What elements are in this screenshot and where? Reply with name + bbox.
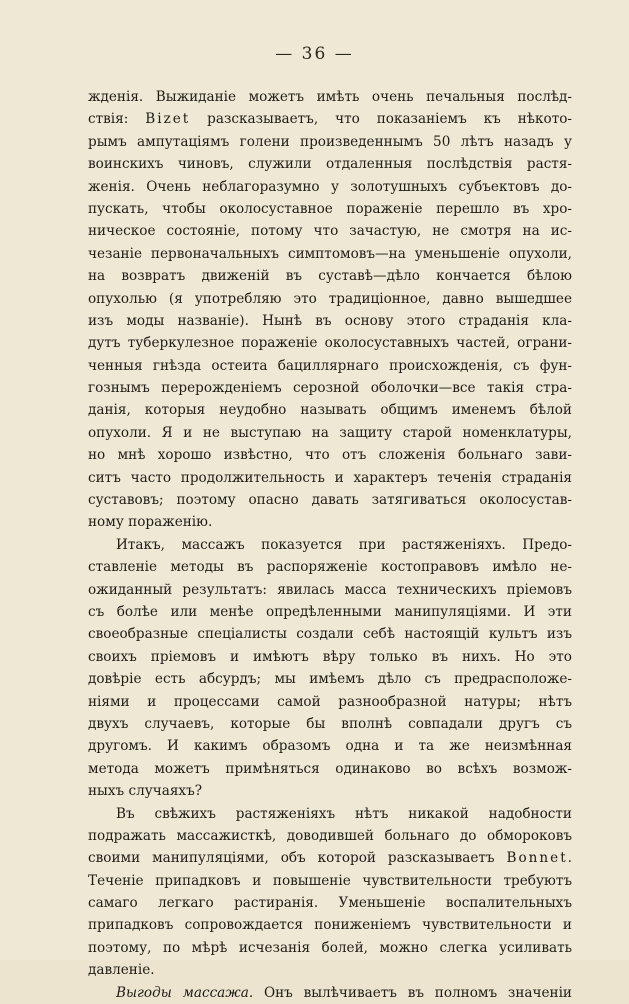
text-line: суставовъ; поэтому опасно давать затягиваться околосустав- bbox=[88, 492, 572, 509]
text-line: чезаніе первоначальныхъ симптомовъ—на уменьшеніе опухоли, bbox=[88, 245, 572, 262]
author-name: Bizet bbox=[145, 111, 191, 128]
text-line: своими манипуляціями, объ которой разсказываетъ Bonnet. bbox=[88, 850, 572, 867]
text-line: изъ моды названіе). Нынѣ въ основу этого страданія кла- bbox=[88, 312, 572, 329]
page-number: — 36 — bbox=[275, 44, 354, 64]
text-line: ченныя гнѣзда остеита бациллярнаго происхожденія, съ фун- bbox=[88, 357, 572, 374]
text-line: самаго легкаго растиранія. Уменьшеніе воспалительныхъ bbox=[88, 895, 572, 912]
text-line: двухъ случаевъ, которые бы вполнѣ совпадали другъ съ bbox=[88, 715, 572, 732]
text-line: рымъ ампутаціямъ голени произведеннымъ 50 лѣтъ назадъ у bbox=[88, 133, 572, 150]
text-line: ному пораженію. bbox=[88, 514, 213, 531]
text-line: Въ свѣжихъ растяженіяхъ нѣтъ никакой надобности bbox=[116, 805, 572, 822]
text-line: съ болѣе или менѣе опредѣленными манипуляціями. И эти bbox=[88, 603, 572, 620]
text-line: женія. Очень неблагоразумно у золотушныхъ субъектовъ до- bbox=[88, 178, 572, 195]
text-line: подражать массажисткѣ, доводившей больнаго до обмороковъ bbox=[88, 827, 572, 844]
text-line: Выгоды массажа. Онъ вылѣчиваетъ въ полномъ значеніи bbox=[116, 984, 572, 1001]
text-line: ныхъ случаяхъ? bbox=[88, 783, 203, 800]
text-line: на возвратъ движеній въ суставѣ—дѣло кончается бѣлою bbox=[88, 268, 572, 285]
text-line: припадковъ сопровождается пониженіемъ чувствительности и bbox=[88, 917, 572, 934]
text-line: поэтому, по мѣрѣ исчезанія болей, можно слегка усиливать bbox=[88, 939, 572, 956]
text-line: ситъ часто продолжительность и характеръ теченія страданія bbox=[88, 469, 572, 486]
text-line: другомъ. И какимъ образомъ одна и та же неизмѣнная bbox=[88, 738, 572, 755]
text-line: данія, которыя неудобно называть общимъ именемъ бѣлой bbox=[88, 402, 572, 419]
text-line: но мнѣ хорошо извѣстно, что отъ сложенія больнаго зави- bbox=[88, 447, 572, 464]
text-line: ніями и процессами самой разнообразной натуры; нѣтъ bbox=[88, 693, 572, 710]
text-line: опухоли. Я и не выступаю на защиту старой номенклатуры, bbox=[88, 424, 572, 441]
author-name: Bonnet bbox=[506, 850, 568, 867]
text-line: Итакъ, массажъ показуется при растяженіяхъ. Предо- bbox=[116, 536, 572, 553]
text-line: своихъ пріемовъ и имѣютъ вѣру только въ нихъ. Но это bbox=[88, 648, 572, 665]
section-heading: Выгоды массажа. bbox=[116, 984, 254, 1001]
text-line: ствія: Bizet разсказываетъ, что показаніемъ къ нѣкото- bbox=[88, 111, 572, 128]
text-line: ставленіе методы въ распоряженіе костоправовъ имѣло не- bbox=[88, 559, 572, 576]
text-line: пускать, чтобы околосуставное пораженіе перешло въ хро- bbox=[88, 200, 572, 217]
text-line: метода можетъ примѣняться одинаково во всѣхъ возмож- bbox=[88, 760, 572, 777]
text-line: жденія. Выжиданіе можетъ имѣть очень печальныя послѣд- bbox=[88, 89, 572, 105]
text-line: гознымъ перерожденіемъ серозной оболочки—все такія стра- bbox=[88, 380, 572, 397]
text-line: давленіе. bbox=[88, 962, 155, 979]
text-line: своеобразные спеціалисты создали себѣ настоящій культъ изъ bbox=[88, 626, 572, 643]
text-line: опухолью (я употребляю это традиціонное, давно вышедшее bbox=[88, 290, 572, 307]
text-line: довѣріе есть абсурдъ; мы имѣемъ дѣло съ предрасположе- bbox=[88, 671, 572, 688]
text-line: воинскихъ чиновъ, служили отдаленныя послѣдствія растя- bbox=[88, 156, 572, 173]
text-line: Теченіе припадковъ и повышеніе чувствительности требуютъ bbox=[88, 872, 572, 889]
body-text bbox=[88, 86, 572, 1004]
text-line: ническое состояніе, потому что зачастую, не смотря на ис- bbox=[88, 223, 572, 240]
text-line: ожиданный результатъ: явилась масса техническихъ пріемовъ bbox=[88, 581, 572, 598]
text-line: дутъ туберкулезное пораженіе околосуставныхъ частей, ограни- bbox=[88, 335, 572, 352]
